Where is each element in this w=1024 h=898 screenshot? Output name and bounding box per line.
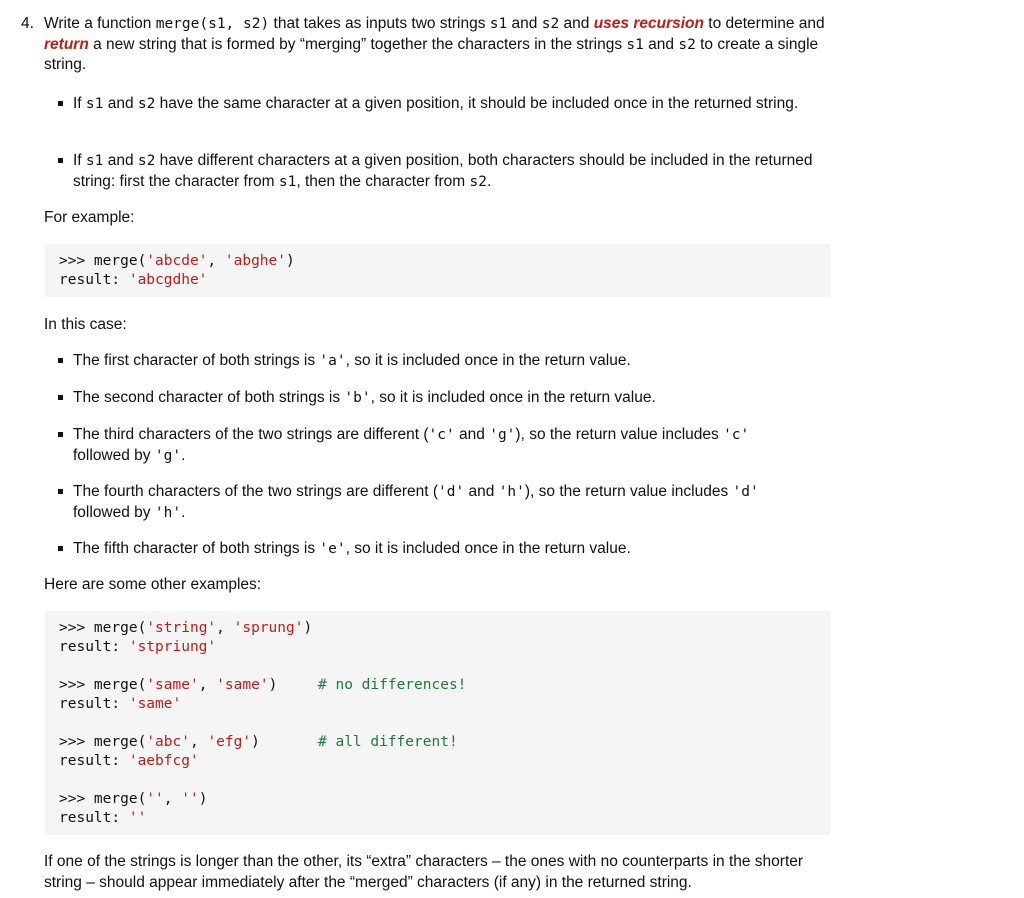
- code-comment: # no differences!: [318, 677, 467, 693]
- question-number: 4.: [21, 15, 34, 32]
- question-text: Write a function merge(s1, s2) that takes as inputs two strings s1 and s2 and uses recursion to determine and return a new string that is formed by “merging” together the characters in the strings s1 and s2 to create a single string.: [44, 15, 825, 73]
- code-comment: # all different!: [318, 734, 458, 750]
- code-examples-2: [45, 611, 830, 835]
- emphasis-recursion: uses recursion: [593, 15, 704, 32]
- case-item: The second character of both strings is 'b', so it is included once in the return value.: [73, 388, 813, 409]
- rule-item: If s1 and s2 have different characters at a given position, both characters should be included in the returned string: first the character from s1, then the character from s2.: [73, 151, 813, 192]
- rule-item: If s1 and s2 have the same character at a given position, it should be included once in the returned string.: [73, 94, 813, 115]
- code-example-1: [45, 244, 830, 297]
- code-line: result: 'stpriung': [59, 639, 217, 655]
- code-line: >>> merge('', ''): [59, 791, 208, 807]
- closing-paragraph: If one of the strings is longer than the other, its “extra” characters – the ones with no counterparts in the shorter string – should appear immediately after the “merged” characters (if any) in the returned string.: [44, 853, 804, 891]
- for-example-label: For example:: [44, 209, 135, 226]
- code-line: >>> merge('string', 'sprung'): [59, 620, 313, 636]
- code-line: result: 'aebfcg': [59, 753, 199, 769]
- code-line: result: 'abcgdhe': [59, 272, 208, 288]
- code-line: >>> merge('abc', 'efg'): [59, 734, 260, 750]
- code-line: result: '': [59, 810, 147, 826]
- emphasis-return: return: [44, 35, 89, 53]
- other-examples-label: Here are some other examples:: [44, 576, 262, 593]
- function-signature: merge(s1, s2): [155, 16, 270, 32]
- code-line: >>> merge('abcde', 'abghe'): [59, 253, 295, 269]
- question-intro: [21, 14, 841, 76]
- in-this-case-label: In this case:: [44, 316, 127, 333]
- code-line: result: 'same': [59, 696, 182, 712]
- case-item: The third characters of the two strings are different ('c' and 'g'), so the return value includes 'c' followed by 'g'.: [73, 425, 813, 466]
- case-item: The fourth characters of the two strings are different ('d' and 'h'), so the return value includes 'd' followed by 'h'.: [73, 482, 813, 523]
- case-item: The first character of both strings is 'a', so it is included once in the return value.: [73, 351, 813, 372]
- case-item: The fifth character of both strings is 'e', so it is included once in the return value.: [73, 539, 813, 560]
- code-line: >>> merge('same', 'same'): [59, 677, 278, 693]
